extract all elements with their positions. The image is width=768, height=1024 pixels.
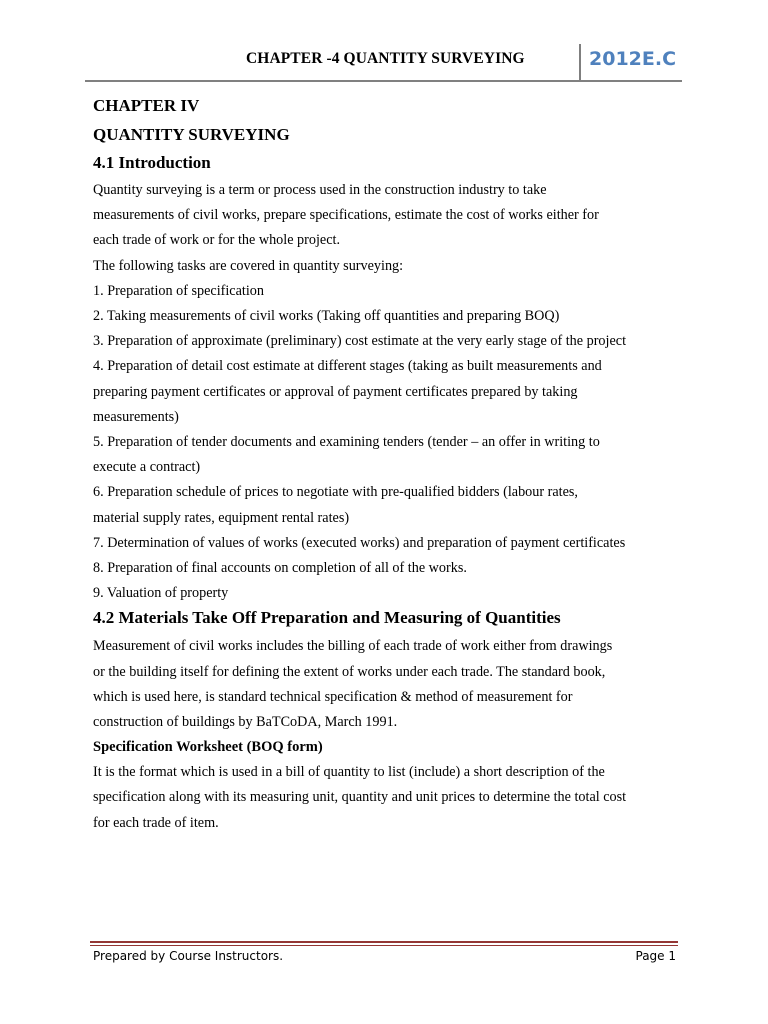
list-item: 7. Determination of values of works (executed works) and preparation of payment certificates	[93, 534, 626, 551]
subheading-boq-form: Specification Worksheet (BOQ form)	[93, 739, 323, 756]
document-body	[93, 96, 693, 836]
text-line: It is the format which is used in a bill of quantity to list (include) a short description of the	[93, 764, 605, 781]
section-intro-text	[93, 178, 693, 606]
chapter-name: QUANTITY SURVEYING	[93, 125, 290, 144]
header-year: 2012E.C	[589, 48, 677, 70]
list-item: 2. Taking measurements of civil works (Taking off quantities and preparing BOQ)	[93, 308, 560, 325]
list-item: 3. Preparation of approximate (preliminary) cost estimate at the very early stage of the project	[93, 333, 627, 350]
text-line: specification along with its measuring unit, quantity and unit prices to determine the total cost	[93, 789, 627, 806]
section-heading-takeoff: 4.2 Materials Take Off Preparation and Measuring of Quantities	[93, 608, 561, 628]
footer-rule-thin	[90, 945, 678, 946]
chapter-label: CHAPTER IV	[93, 96, 200, 115]
header-chapter-title: CHAPTER -4 QUANTITY SURVEYING	[246, 50, 525, 67]
header-rule	[85, 80, 682, 82]
list-item: 9. Valuation of property	[93, 585, 229, 602]
list-item: 1. Preparation of specification	[93, 282, 264, 299]
text-line: which is used here, is standard technical specification & method of measurement for	[93, 688, 573, 705]
list-item-continued: material supply rates, equipment rental rates)	[93, 509, 350, 526]
text-line: construction of buildings by BaTCoDA, March 1991.	[93, 714, 398, 731]
text-line: Quantity surveying is a term or process used in the construction industry to take	[93, 182, 547, 198]
subsection-boq-text	[93, 760, 693, 836]
text-line: The following tasks are covered in quantity surveying:	[93, 257, 404, 274]
list-item: 4. Preparation of detail cost estimate at different stages (taking as built measurements and	[93, 358, 602, 375]
footer-page-number: Page 1	[635, 949, 676, 963]
text-line: Measurement of civil works includes the billing of each trade of work either from drawings	[93, 638, 613, 655]
text-line: measurements of civil works, prepare specifications, estimate the cost of works either for	[93, 207, 599, 224]
list-item-continued: preparing payment certificates or approval of payment certificates prepared by taking	[93, 383, 578, 400]
text-line: or the building itself for defining the extent of works under each trade. The standard book,	[93, 663, 606, 680]
text-line: for each trade of item.	[93, 814, 219, 831]
footer-rule-thick	[90, 941, 678, 943]
footer-prepared-by: Prepared by Course Instructors.	[93, 949, 284, 963]
text-line: each trade of work or for the whole project.	[93, 232, 340, 249]
list-item: 6. Preparation schedule of prices to negotiate with pre-qualified bidders (labour rates,	[93, 484, 578, 501]
header-divider	[579, 44, 581, 80]
list-item: 8. Preparation of final accounts on completion of all of the works.	[93, 560, 467, 577]
list-item: 5. Preparation of tender documents and examining tenders (tender – an offer in writing to	[93, 434, 600, 451]
list-item-continued: execute a contract)	[93, 459, 201, 476]
section-takeoff-text	[93, 634, 693, 735]
section-heading-intro: 4.1 Introduction	[93, 153, 211, 172]
list-item-continued: measurements)	[93, 408, 179, 425]
